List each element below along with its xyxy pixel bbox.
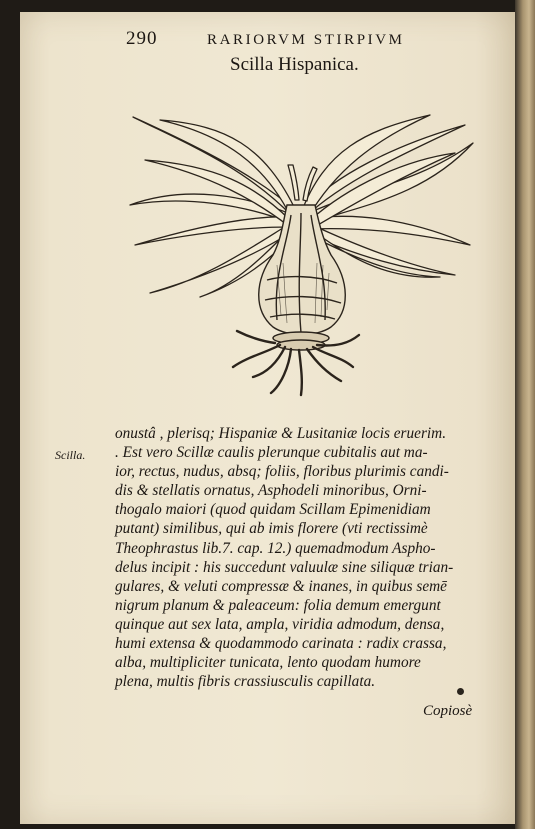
body-text — [115, 424, 485, 691]
text-line: humi extensa & quodammodo carinata : radix crassa, — [115, 635, 447, 653]
running-head: RARIORVM STIRPIVM — [207, 32, 405, 48]
text-line: onustâ , plerisq; Hispaniæ & Lusitaniæ locis eruerim. — [115, 425, 447, 442]
text-line: delus incipit : his succedunt valuulæ sine siliquæ trian- — [115, 558, 454, 576]
facing-page-edge — [515, 0, 535, 829]
ink-dot — [457, 688, 464, 695]
text-line: gulares, & veluti compressæ & inanes, in quibus semē — [115, 577, 447, 595]
plant-title: Scilla Hispanica. — [230, 54, 359, 75]
text-line: putant) similibus, qui ab imis florere (vti rectissimè — [115, 520, 428, 538]
text-line: dis & stellatis ornatus, Asphodeli minoribus, Orni- — [115, 482, 427, 500]
text-line: quinque aut sex lata, ampla, viridia admodum, densa, — [115, 615, 445, 633]
page-number: 290 — [126, 28, 158, 49]
text-line: . Est vero Scillæ caulis plerunque cubitalis aut ma- — [115, 444, 428, 462]
text-line: plena, multis fibris crassiusculis capillata. — [115, 673, 376, 691]
margin-note: Scilla. — [55, 448, 86, 462]
text-line: thogalo maiori (quod quidam Scillam Epimenidiam — [115, 501, 431, 519]
text-line: alba, multipliciter tunicata, lento quodam humore — [115, 654, 421, 672]
text-line: ior, rectus, nudus, absq; foliis, floribus plurimis candi- — [115, 463, 449, 481]
text-line: Theophrastus lib.7. cap. 12.) quemadmodum Aspho- — [115, 539, 436, 557]
text-line: nigrum planum & paleaceum: folia demum emergunt — [115, 596, 441, 614]
catchword: Copiosè — [423, 703, 473, 719]
scilla-bulb-woodcut-icon — [105, 105, 485, 405]
